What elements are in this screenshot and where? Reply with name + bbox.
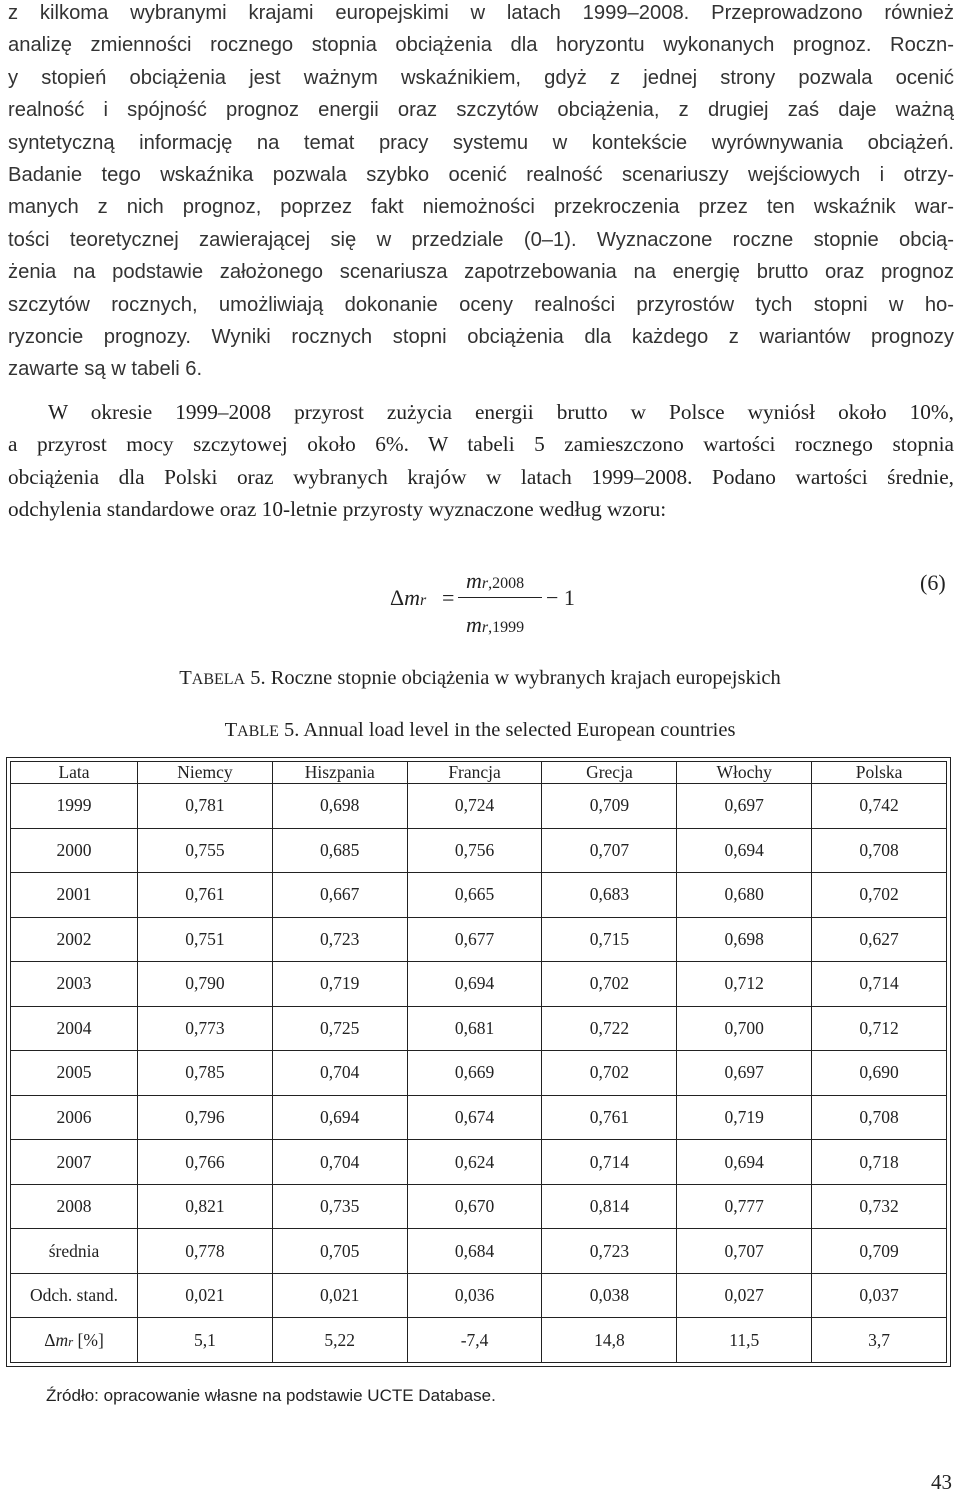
- fraction-bar: [458, 597, 542, 598]
- table-cell: 0,790: [138, 962, 273, 1007]
- column-header: Niemcy: [138, 762, 273, 784]
- table-row: [11, 1006, 947, 1051]
- table-cell: 0,773: [138, 1006, 273, 1051]
- row-label: 2002: [11, 917, 138, 962]
- table-cell: 0,732: [812, 1184, 947, 1229]
- text-line: tości teoretycznej zawierającej się w przedziale (0–1). Wyznaczone roczne stopnie obcią-: [8, 228, 954, 251]
- table-cell: 0,700: [677, 1006, 812, 1051]
- table-cell: 0,037: [812, 1273, 947, 1318]
- table-cell: 0,674: [407, 1095, 542, 1140]
- table-cell: 0,694: [272, 1095, 407, 1140]
- table-cell: 0,707: [542, 828, 677, 873]
- table-cell: 0,697: [677, 1051, 812, 1096]
- column-header: Włochy: [677, 762, 812, 784]
- table-cell: 0,724: [407, 784, 542, 829]
- table-cell: 0,719: [677, 1095, 812, 1140]
- table-cell: 0,714: [812, 962, 947, 1007]
- table-cell: 0,036: [407, 1273, 542, 1318]
- table-cell: 0,694: [677, 828, 812, 873]
- table-caption-polish: TABELA 5. Roczne stopnie obciążenia w wybranych krajach europejskich: [179, 667, 781, 689]
- table-cell: 0,708: [812, 828, 947, 873]
- column-header: Hiszpania: [272, 762, 407, 784]
- table-cell: 0,694: [677, 1140, 812, 1185]
- table-cell: 0,697: [677, 784, 812, 829]
- table-cell: 0,670: [407, 1184, 542, 1229]
- table-cell: 0,705: [272, 1229, 407, 1274]
- table-cell: 0,796: [138, 1095, 273, 1140]
- equation-lhs: Δmr: [390, 585, 427, 610]
- load-level-table: [10, 761, 947, 1363]
- table-row: [11, 1184, 947, 1229]
- table-cell: 0,777: [677, 1184, 812, 1229]
- row-label: 2000: [11, 828, 138, 873]
- table-cell: 0,021: [272, 1273, 407, 1318]
- table-cell: 0,718: [812, 1140, 947, 1185]
- text-line: ryzoncie prognozy. Wyniki rocznych stopni obciążenia dla każdego z wariantów prognozy: [8, 325, 954, 348]
- row-label: 2004: [11, 1006, 138, 1051]
- text-line: szczytów rocznych, umożliwiają dokonanie oceny realności przyrostów tych stopni w ho-: [8, 293, 954, 316]
- column-header: Polska: [812, 762, 947, 784]
- table-cell: 0,690: [812, 1051, 947, 1096]
- text-line: obciążenia dla Polski oraz wybranych krajów w latach 1999–2008. Podano wartości średnie,: [8, 464, 954, 489]
- table-cell: 5,1: [138, 1318, 273, 1363]
- table-cell: 11,5: [677, 1318, 812, 1363]
- table-cell: 0,742: [812, 784, 947, 829]
- table-cell: 0,751: [138, 917, 273, 962]
- table-row: [11, 962, 947, 1007]
- row-label: Odch. stand.: [11, 1273, 138, 1318]
- table-cell: 0,021: [138, 1273, 273, 1318]
- table-cell: 5,22: [272, 1318, 407, 1363]
- column-header: Lata: [11, 762, 138, 784]
- table-cell: 0,723: [272, 917, 407, 962]
- table-cell: 0,719: [272, 962, 407, 1007]
- table-row: [11, 1051, 947, 1096]
- text-line: analizę zmienności rocznego stopnia obciążenia dla horyzontu wykonanych prognoz. Roczn-: [8, 34, 954, 57]
- table-cell: 0,725: [272, 1006, 407, 1051]
- table-cell: 0,702: [542, 1051, 677, 1096]
- row-label: 2003: [11, 962, 138, 1007]
- row-label: 2005: [11, 1051, 138, 1096]
- table-cell: 0,814: [542, 1184, 677, 1229]
- equation-minus-one: − 1: [546, 585, 575, 610]
- table-cell: 0,624: [407, 1140, 542, 1185]
- row-label: 2007: [11, 1140, 138, 1185]
- table-cell: 0,781: [138, 784, 273, 829]
- equation-6: [0, 560, 960, 650]
- row-label: 2008: [11, 1184, 138, 1229]
- table-cell: 0,756: [407, 828, 542, 873]
- text-line: żenia na podstawie założonego scenariusza zapotrzebowania na energię brutto oraz prognoz: [8, 261, 954, 284]
- text-line: manych z nich prognoz, poprzez fakt niemożności przekroczenia przez ten wskaźnik war-: [8, 196, 954, 219]
- equation-equals: =: [442, 585, 455, 610]
- table-cell: 0,766: [138, 1140, 273, 1185]
- table-row: [11, 828, 947, 873]
- text-line: realność i spójność prognoz energii oraz szczytów obciążenia, z drugiej zaś daje ważną: [8, 99, 954, 122]
- table-cell: 0,778: [138, 1229, 273, 1274]
- table-cell: 0,722: [542, 1006, 677, 1051]
- table-row-delta: [11, 1318, 947, 1363]
- table-cell: 0,712: [812, 1006, 947, 1051]
- row-label: 2006: [11, 1095, 138, 1140]
- table-cell: 0,714: [542, 1140, 677, 1185]
- load-level-table-frame: [6, 757, 951, 1367]
- table-cell: 0,681: [407, 1006, 542, 1051]
- table-cell: 0,669: [407, 1051, 542, 1096]
- table-row: [11, 917, 947, 962]
- table-caption-english: TABLE 5. Annual load level in the selected European countries: [224, 719, 736, 741]
- table-cell: 0,761: [138, 873, 273, 918]
- table-row: [11, 1140, 947, 1185]
- table-cell: 0,735: [272, 1184, 407, 1229]
- page-number: 43: [931, 1470, 952, 1494]
- text-line: W okresie 1999–2008 przyrost zużycia energii brutto w Polsce wyniósł około 10%,: [48, 400, 954, 424]
- table-row: [11, 1095, 947, 1140]
- column-header: Francja: [407, 762, 542, 784]
- table-row: [11, 873, 947, 918]
- table-cell: 0,821: [138, 1184, 273, 1229]
- table-cell: 0,709: [542, 784, 677, 829]
- table-cell: 0,709: [812, 1229, 947, 1274]
- table-cell: 0,704: [272, 1051, 407, 1096]
- table-cell: 0,677: [407, 917, 542, 962]
- text-line: zawarte są w tabeli 6.: [8, 358, 203, 381]
- table-cell: 0,694: [407, 962, 542, 1007]
- table-source-note: Źródło: opracowanie własne na podstawie UCTE Database.: [46, 1386, 496, 1405]
- table-cell: 0,707: [677, 1229, 812, 1274]
- table-cell: 0,785: [138, 1051, 273, 1096]
- row-label: Δmr [%]: [11, 1318, 138, 1363]
- text-line: odchylenia standardowe oraz 10-letnie przyrosty wyznaczone według wzoru:: [8, 497, 667, 522]
- text-line: syntetyczną informację na temat pracy systemu w kontekście wyrównywania obciążeń.: [8, 131, 954, 154]
- table-cell: 0,702: [812, 873, 947, 918]
- table-cell: 0,665: [407, 873, 542, 918]
- text-line: Badanie tego wskaźnika pozwala szybko ocenić realność scenariuszy wejściowych i otrzy-: [8, 163, 954, 186]
- table-cell: -7,4: [407, 1318, 542, 1363]
- table-cell: 0,627: [812, 917, 947, 962]
- table-row: [11, 784, 947, 829]
- column-header: Grecja: [542, 762, 677, 784]
- table-cell: 0,712: [677, 962, 812, 1007]
- text-line: a przyrost mocy szczytowej około 6%. W tabeli 5 zamieszczono wartości rocznego stopnia: [8, 432, 954, 457]
- table-cell: 0,683: [542, 873, 677, 918]
- text-line: y stopień obciążenia jest ważnym wskaźnikiem, gdyż z jednej strony pozwala ocenić: [8, 66, 954, 89]
- table-cell: 14,8: [542, 1318, 677, 1363]
- table-row: [11, 1273, 947, 1318]
- table-cell: 0,761: [542, 1095, 677, 1140]
- row-label: 2001: [11, 873, 138, 918]
- table-cell: 0,684: [407, 1229, 542, 1274]
- table-row: [11, 1229, 947, 1274]
- table-cell: 0,715: [542, 917, 677, 962]
- table-cell: 0,708: [812, 1095, 947, 1140]
- body-paragraph: [8, 396, 954, 526]
- text-line: z kilkoma wybranymi krajami europejskimi w latach 1999–2008. Przeprowadzono również: [8, 2, 954, 24]
- table-cell: 0,723: [542, 1229, 677, 1274]
- equation-numerator: mr,2008: [466, 568, 525, 593]
- table-cell: 0,667: [272, 873, 407, 918]
- table-cell: 0,755: [138, 828, 273, 873]
- table-cell: 0,685: [272, 828, 407, 873]
- table-cell: 0,698: [677, 917, 812, 962]
- row-label: średnia: [11, 1229, 138, 1274]
- table-cell: 0,704: [272, 1140, 407, 1185]
- table-cell: 0,698: [272, 784, 407, 829]
- table-cell: 3,7: [812, 1318, 947, 1363]
- intro-paragraph: [8, 0, 954, 386]
- table-cell: 0,680: [677, 873, 812, 918]
- table-cell: 0,027: [677, 1273, 812, 1318]
- row-label: 1999: [11, 784, 138, 829]
- equation-number: (6): [920, 570, 946, 595]
- equation-denominator: mr,1999: [466, 612, 525, 637]
- table-cell: 0,038: [542, 1273, 677, 1318]
- table-cell: 0,702: [542, 962, 677, 1007]
- table-header-row: [11, 762, 947, 784]
